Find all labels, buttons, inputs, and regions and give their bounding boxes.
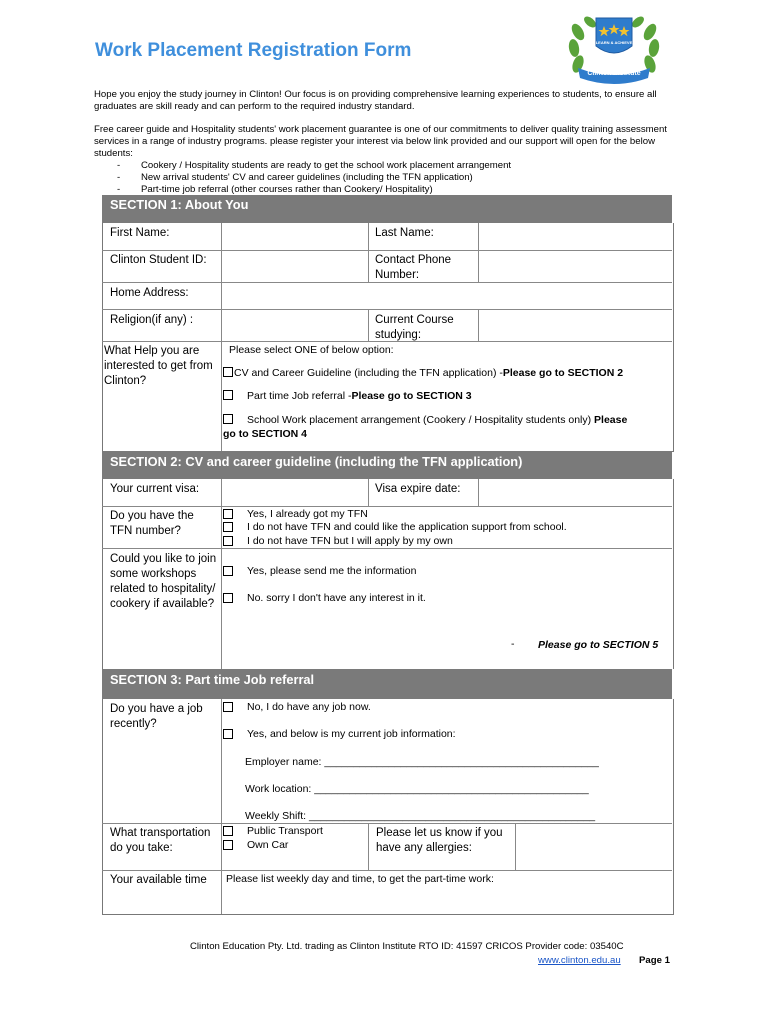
workshop-yes-checkbox[interactable] [223,566,233,576]
last-name-label: Last Name: [375,227,434,239]
workshop-yes-label: Yes, please send me the information [247,565,417,577]
tfn-label: Do you have the TFN number? [110,510,194,537]
tfn-own-checkbox[interactable] [223,536,233,546]
last-name-field[interactable] [479,224,671,249]
website-link[interactable]: www.clinton.edu.au [538,955,621,966]
option-placement-checkbox[interactable] [223,414,233,424]
home-address-field[interactable] [222,283,671,308]
first-name-label: First Name: [110,227,170,239]
work-location-field[interactable]: Work location: _______________________________________________ [245,783,589,795]
student-id-label: Clinton Student ID: [110,254,207,266]
contact-phone-field[interactable] [479,251,671,281]
weekly-shift-field[interactable]: Weekly Shift: _________________________________________________ [245,810,596,822]
goto-dash: - [511,638,515,650]
allergies-field[interactable] [516,824,671,869]
help-label: What Help you are interested to get from Clinton? [104,345,213,387]
support-paragraph: Free career guide and Hospitality students' work placement guarantee is one of our commitments to deliver quality training assessment services in a range of industry programs. please register your interest via below link provided and our support will open for the below students: [94,124,667,159]
tfn-yes-label: Yes, I already got my TFN [247,508,368,520]
student-id-field[interactable] [222,251,367,281]
footer-company-line: Clinton Education Pty. Ltd. trading as Clinton Institute RTO ID: 41597 CRICOS Provider code: 03540C [190,941,624,952]
option-parttime-checkbox[interactable] [223,390,233,400]
own-car-checkbox[interactable] [223,840,233,850]
option-parttime-label: Part time Job referral -Please go to SECTION 3 [247,390,472,402]
job-no-label: No, I do have any job now. [247,701,371,713]
tfn-support-label: I do not have TFN and could like the application support from school. [247,521,567,533]
employer-name-field[interactable]: Employer name: _______________________________________________ [245,756,599,768]
intro-paragraph: Hope you enjoy the study journey in Clinton! Our focus is on providing comprehensive learning experiences to students, to ensure all graduates are skill ready and can perform to the required industry standard. [94,89,657,112]
visa-expire-label: Visa expire date: [375,483,461,495]
current-course-field[interactable] [479,310,671,340]
option-placement-label: School Work placement arrangement (Cookery / Hospitality students only) Please [247,414,628,426]
workshop-no-checkbox[interactable] [223,593,233,603]
section2-heading: SECTION 2: CV and career guideline (including the TFN application) [102,451,672,479]
tfn-yes-checkbox[interactable] [223,509,233,519]
option-cv-checkbox[interactable] [223,367,233,377]
goto-section5: Please go to SECTION 5 [538,639,659,651]
contact-phone-label: Contact Phone Number: [375,254,452,281]
available-time-label: Your available time [110,874,207,886]
workshop-no-label: No. sorry I don't have any interest in it. [247,592,426,604]
job-no-checkbox[interactable] [223,702,233,712]
visa-label: Your current visa: [110,483,200,495]
job-yes-checkbox[interactable] [223,729,233,739]
page-title: Work Placement Registration Form [95,40,412,61]
allergies-label: Please let us know if you have any allergies: [376,827,503,854]
religion-field[interactable] [222,310,367,340]
option-placement-label-cont: go to SECTION 4 [223,428,307,440]
logo-motto: LEARN & ACHIEVE [595,40,633,45]
tfn-support-checkbox[interactable] [223,522,233,532]
workshop-label: Could you like to join some workshops related to hospitality/ cookery if available? [110,553,217,610]
own-car-label: Own Car [247,839,289,851]
tfn-own-label: I do not have TFN but I will apply by my own [247,535,453,547]
home-address-label: Home Address: [110,287,189,299]
visa-field[interactable] [222,480,367,505]
logo-banner-text: Clinton Institute [587,70,641,77]
first-name-field[interactable] [222,224,367,249]
visa-expire-field[interactable] [479,480,671,505]
available-time-hint: Please list weekly day and time, to get the part-time work: [226,873,494,885]
select-one-note: Please select ONE of below option: [229,344,394,356]
public-transport-checkbox[interactable] [223,826,233,836]
available-time-field[interactable] [222,886,671,913]
religion-label: Religion(if any) : [110,314,194,326]
job-label: Do you have a job recently? [110,703,203,730]
section1-heading: SECTION 1: About You [102,195,672,223]
option-cv-label: CV and Career Guideline (including the TFN application) -Please go to SECTION 2 [234,367,624,379]
public-transport-label: Public Transport [247,825,323,837]
current-course-label: Current Course studying: [375,314,454,341]
page-number: Page 1 [639,955,670,966]
job-yes-label: Yes, and below is my current job information: [247,728,456,740]
clinton-logo [568,12,660,86]
transport-label: What transportation do you take: [110,827,211,854]
section3-heading: SECTION 3: Part time Job referral [102,669,672,699]
